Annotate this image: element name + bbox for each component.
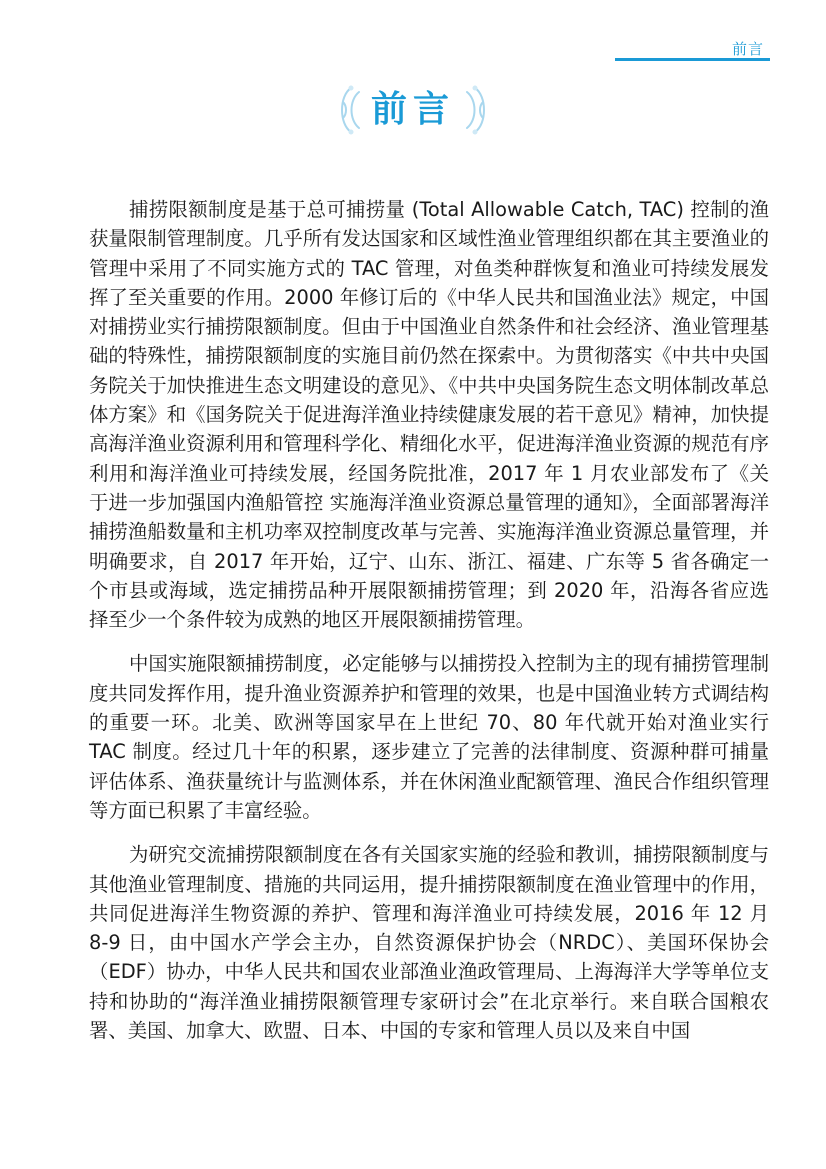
running-header: 前言	[731, 40, 764, 58]
body-text	[89, 195, 769, 1060]
page-title: 前言	[370, 89, 455, 130]
header-rule	[615, 58, 770, 61]
title-block	[333, 78, 493, 142]
paragraph-1: 捕捞限额制度是基于总可捕捞量 (Total Allowable Catch, TAC) 控制的渔获量限制管理制度。几乎所有发达国家和区域性渔业管理组织都在其主要渔业的管理中采用了不同实施方式的 TAC 管理，对鱼类种群恢复和渔业可持续发展发挥了至关重要的作用。2000 年修订后的《中华人民共和国渔业法》规定，中国对捕捞业实行捕捞限额制度。但由于中国渔业自然条件和社会经济、渔业管理基础的特殊性，捕捞限额制度的实施目前仍然在探索中。为贯彻落实《中共中央国务院关于加快推进生态文明建设的意见》、《中共中央国务院生态文明体制改革总体方案》和《国务院关于促进海洋渔业持续健康发展的若干意见》精神，加快提高海洋渔业资源利用和管理科学化、精细化水平，促进海洋渔业资源的规范有序利用和海洋渔业可持续发展，经国务院批准，2017 年 1 月农业部发布了《关于进一步加强国内渔船管控 实施海洋渔业资源总量管理的通知》，全面部署海洋捕捞渔船数量和主机功率双控制度改革与完善、实施海洋渔业资源总量管理，并明确要求，自 2017 年开始，辽宁、山东、浙江、福建、广东等 5 省各确定一个市县或海域，选定捕捞品种开展限额捕捞管理；到 2020 年，沿海各省应选择至少一个条件较为成熟的地区开展限额捕捞管理。	[89, 198, 769, 632]
paragraph-3: 为研究交流捕捞限额制度在各有关国家实施的经验和教训，捕捞限额制度与其他渔业管理制度、措施的共同运用，提升捕捞限额制度在渔业管理中的作用，共同促进海洋生物资源的养护、管理和海洋渔业可持续发展，2016 年 12 月 8-9 日，由中国水产学会主办，自然资源保护协会（NRDC）、美国环保协会（EDF）协办，中华人民共和国农业部渔业渔政管理局、上海海洋大学等单位支持和协助的“海洋渔业捕捞限额管理专家研讨会”在北京举行。来自联合国粮农署、美国、加拿大、欧盟、日本、中国的专家和管理人员以及来自中国	[89, 843, 769, 1043]
paragraph-2: 中国实施限额捕捞制度，必定能够与以捕捞投入控制为主的现有捕捞管理制度共同发挥作用，提升渔业资源养护和管理的效果，也是中国渔业转方式调结构的重要一环。北美、欧洲等国家早在上世纪 70、80 年代就开始对渔业实行 TAC 制度。经过几十年的积累，逐步建立了完善的法律制度、资源种群可捕量评估体系、渔获量统计与监测体系，并在休闲渔业配额管理、渔民合作组织管理等方面已积累了丰富经验。	[89, 652, 769, 822]
